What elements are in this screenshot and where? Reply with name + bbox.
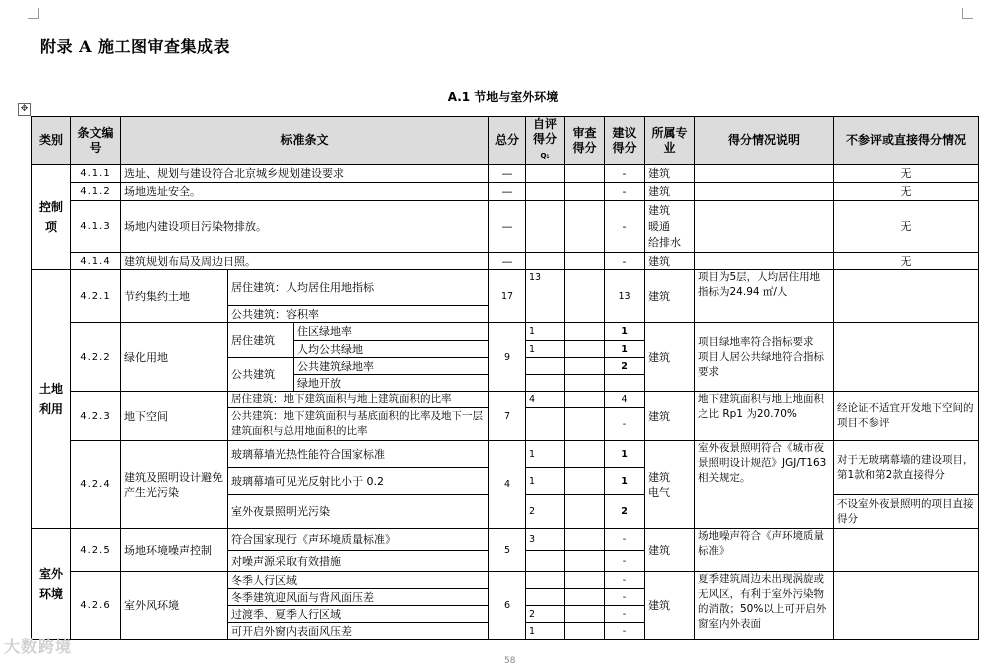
total-score: 17	[489, 270, 526, 323]
suggest-score: 2	[605, 358, 645, 375]
suggest-score: 1	[605, 468, 645, 495]
suggest-score: -	[605, 201, 645, 253]
explanation: 项目为5层，人均居住用地指标为24.94 ㎡/人	[695, 270, 834, 323]
explanation	[695, 183, 834, 201]
clause-item: 住区绿地率	[294, 323, 489, 341]
clause-item: 玻璃幕墙光热性能符合国家标准	[228, 441, 489, 468]
clause-item: 室外夜景照明光污染	[228, 495, 489, 529]
not-applicable: 不设室外夜景照明的项目直接得分	[834, 495, 979, 529]
suggest-score	[605, 375, 645, 392]
table-row	[32, 183, 979, 201]
not-applicable: 对于无玻璃幕墙的建设项目，第1款和第2款直接得分	[834, 441, 979, 495]
not-applicable: 无	[834, 201, 979, 253]
not-applicable	[834, 529, 979, 572]
review-score[interactable]	[565, 165, 605, 183]
total-score: 5	[489, 529, 526, 572]
review-score[interactable]	[565, 551, 605, 572]
review-score[interactable]	[565, 183, 605, 201]
header-suggest: 建议得分	[605, 117, 645, 165]
header-total: 总分	[489, 117, 526, 165]
review-score[interactable]	[565, 529, 605, 551]
clause-title: 节约集约土地	[121, 270, 228, 323]
self-score[interactable]	[526, 358, 565, 375]
explanation	[695, 201, 834, 253]
clause-no: 4.2.4	[71, 441, 121, 529]
suggest-score: 2	[605, 495, 645, 529]
suggest-score: 1	[605, 341, 645, 358]
self-score[interactable]: 4	[526, 392, 565, 408]
sub-category: 公共建筑	[228, 358, 294, 392]
clause-item: 冬季人行区域	[228, 572, 489, 589]
total-score: 4	[489, 441, 526, 529]
table-row	[32, 441, 979, 468]
discipline: 建筑	[645, 253, 695, 270]
explanation: 场地噪声符合《声环境质量标准》	[695, 529, 834, 572]
self-score[interactable]: 3	[526, 529, 565, 551]
clause-no: 4.1.3	[71, 201, 121, 253]
section-outdoor: 室外环境	[32, 529, 71, 640]
self-score[interactable]	[526, 408, 565, 441]
discipline: 建筑	[645, 392, 695, 441]
suggest-score: 13	[605, 270, 645, 323]
clause-no: 4.1.2	[71, 183, 121, 201]
review-score[interactable]	[565, 341, 605, 358]
clause-item: 符合国家现行《声环境质量标准》	[228, 529, 489, 551]
review-score[interactable]	[565, 323, 605, 341]
self-score[interactable]	[526, 572, 565, 589]
section-land-use: 土地利用	[32, 270, 71, 529]
review-score[interactable]	[565, 375, 605, 392]
discipline: 建筑 暖通 给排水	[645, 201, 695, 253]
watermark-logo: 大数跨境	[4, 637, 73, 656]
self-score[interactable]	[526, 201, 565, 253]
clause-title: 场地环境噪声控制	[121, 529, 228, 572]
header-not-applicable: 不参评或直接得分情况	[834, 117, 979, 165]
table-move-handle-icon[interactable]: ✥	[18, 103, 31, 116]
discipline: 建筑	[645, 270, 695, 323]
self-score[interactable]: 2	[526, 495, 565, 529]
self-score[interactable]	[526, 375, 565, 392]
header-discipline: 所属专业	[645, 117, 695, 165]
header-review: 审查得分	[565, 117, 605, 165]
header-row	[32, 117, 979, 165]
crop-mark-top-left	[28, 8, 39, 19]
review-score[interactable]	[565, 572, 605, 589]
clause-item: 人均公共绿地	[294, 341, 489, 358]
discipline: 建筑 电气	[645, 441, 695, 529]
review-score[interactable]	[565, 358, 605, 375]
section-control: 控制项	[32, 165, 71, 270]
clause-no: 4.1.1	[71, 165, 121, 183]
total-score: 7	[489, 392, 526, 441]
table-row	[32, 253, 979, 270]
clause-item: 可开启外窗内表面风压差	[228, 623, 489, 640]
clause-no: 4.2.2	[71, 323, 121, 392]
header-self-eval-sub: Q₁	[540, 152, 550, 160]
sub-category: 居住建筑	[228, 323, 294, 358]
review-score[interactable]	[565, 495, 605, 529]
crop-mark-top-right	[962, 8, 973, 19]
suggest-score: 1	[605, 441, 645, 468]
clause-no: 4.1.4	[71, 253, 121, 270]
clause-text: 场地选址安全。	[121, 183, 489, 201]
header-self-eval-label: 自评得分	[532, 117, 557, 146]
self-score[interactable]	[526, 183, 565, 201]
not-applicable	[834, 323, 979, 392]
table-caption: A.1 节地与室外环境	[447, 90, 559, 104]
discipline: 建筑	[645, 183, 695, 201]
clause-title: 建筑及照明设计避免产生光污染	[121, 441, 228, 529]
clause-item: 公共建筑绿地率	[294, 358, 489, 375]
clause-no: 4.2.6	[71, 572, 121, 640]
total-score: —	[489, 183, 526, 201]
table-row	[32, 572, 979, 589]
clause-text: 建筑规划布局及周边日照。	[121, 253, 489, 270]
table-row	[32, 270, 979, 306]
clause-item: 公共建筑：容积率	[228, 306, 489, 323]
table-row	[32, 165, 979, 183]
total-score: —	[489, 165, 526, 183]
review-table	[31, 116, 979, 640]
clause-item: 居住建筑：地下建筑面积与地上建筑面积的比率	[228, 392, 489, 408]
clause-item: 对噪声源采取有效措施	[228, 551, 489, 572]
suggest-score: 1	[605, 323, 645, 341]
not-applicable: 无	[834, 165, 979, 183]
suggest-score: -	[605, 165, 645, 183]
explanation: 项目绿地率符合指标要求 项目人居公共绿地符合指标要求	[695, 323, 834, 392]
review-score[interactable]	[565, 253, 605, 270]
not-applicable	[834, 270, 979, 323]
header-explanation: 得分情况说明	[695, 117, 834, 165]
clause-no: 4.2.5	[71, 529, 121, 572]
clause-item: 玻璃幕墙可见光反射比小于 0.2	[228, 468, 489, 495]
not-applicable: 无	[834, 253, 979, 270]
header-clause-no: 条文编号	[71, 117, 121, 165]
self-score[interactable]	[526, 589, 565, 606]
discipline: 建筑	[645, 572, 695, 640]
total-score: —	[489, 201, 526, 253]
clause-title: 地下空间	[121, 392, 228, 441]
suggest-score: -	[605, 551, 645, 572]
clause-item: 冬季建筑迎风面与背风面压差	[228, 589, 489, 606]
review-score[interactable]	[565, 589, 605, 606]
self-score[interactable]: 13	[526, 270, 565, 323]
self-score[interactable]	[526, 253, 565, 270]
self-score[interactable]: 1	[526, 323, 565, 341]
suggest-score: -	[605, 183, 645, 201]
explanation: 室外夜景照明符合《城市夜景照明设计规范》JGJ/T163 相关规定。	[695, 441, 834, 529]
header-self-eval	[526, 117, 565, 165]
suggest-score: -	[605, 606, 645, 623]
review-score[interactable]	[565, 606, 605, 623]
self-score[interactable]: 1	[526, 623, 565, 640]
clause-item: 过渡季、夏季人行区域	[228, 606, 489, 623]
clause-text: 选址、规划与建设符合北京城乡规划建设要求	[121, 165, 489, 183]
self-score[interactable]: 1	[526, 341, 565, 358]
self-score[interactable]: 2	[526, 606, 565, 623]
total-score: —	[489, 253, 526, 270]
suggest-score: 4	[605, 392, 645, 408]
self-score[interactable]	[526, 165, 565, 183]
not-applicable	[834, 572, 979, 640]
explanation	[695, 253, 834, 270]
explanation: 地下建筑面积与地上地面积之比 Rp1 为20.70%	[695, 392, 834, 441]
discipline: 建筑	[645, 529, 695, 572]
table-row	[32, 323, 979, 341]
suggest-score: -	[605, 623, 645, 640]
suggest-score: -	[605, 572, 645, 589]
self-score[interactable]: 1	[526, 441, 565, 468]
suggest-score: -	[605, 408, 645, 441]
review-score[interactable]	[565, 201, 605, 253]
clause-item: 绿地开放	[294, 375, 489, 392]
suggest-score: -	[605, 589, 645, 606]
header-standard: 标准条文	[121, 117, 489, 165]
self-score[interactable]	[526, 551, 565, 572]
header-category: 类别	[32, 117, 71, 165]
suggest-score: -	[605, 253, 645, 270]
table-row	[32, 392, 979, 408]
clause-item: 公共建筑：地下建筑面积与基底面积的比率及地下一层建筑面积与总用地面积的比率	[228, 408, 489, 441]
table-row	[32, 201, 979, 253]
discipline: 建筑	[645, 165, 695, 183]
self-score[interactable]: 1	[526, 468, 565, 495]
discipline: 建筑	[645, 323, 695, 392]
review-score[interactable]	[565, 408, 605, 441]
clause-no: 4.2.1	[71, 270, 121, 323]
review-score[interactable]	[565, 270, 605, 323]
total-score: 6	[489, 572, 526, 640]
appendix-heading: 附录 A 施工图审查集成表	[40, 37, 231, 56]
total-score: 9	[489, 323, 526, 392]
page-number: 58	[504, 656, 516, 666]
review-score[interactable]	[565, 392, 605, 408]
clause-title: 室外风环境	[121, 572, 228, 640]
clause-item: 居住建筑：人均居住用地指标	[228, 270, 489, 306]
explanation: 夏季建筑周边未出现涡旋或无风区，有利于室外污染物的消散；50%以上可开启外窗室内外表面	[695, 572, 834, 640]
review-score[interactable]	[565, 468, 605, 495]
not-applicable: 经论证不适宜开发地下空间的项目不参评	[834, 392, 979, 441]
clause-no: 4.2.3	[71, 392, 121, 441]
review-score[interactable]	[565, 623, 605, 640]
clause-text: 场地内建设项目污染物排放。	[121, 201, 489, 253]
review-score[interactable]	[565, 441, 605, 468]
suggest-score: -	[605, 529, 645, 551]
clause-title: 绿化用地	[121, 323, 228, 392]
explanation	[695, 165, 834, 183]
not-applicable: 无	[834, 183, 979, 201]
table-row	[32, 529, 979, 551]
